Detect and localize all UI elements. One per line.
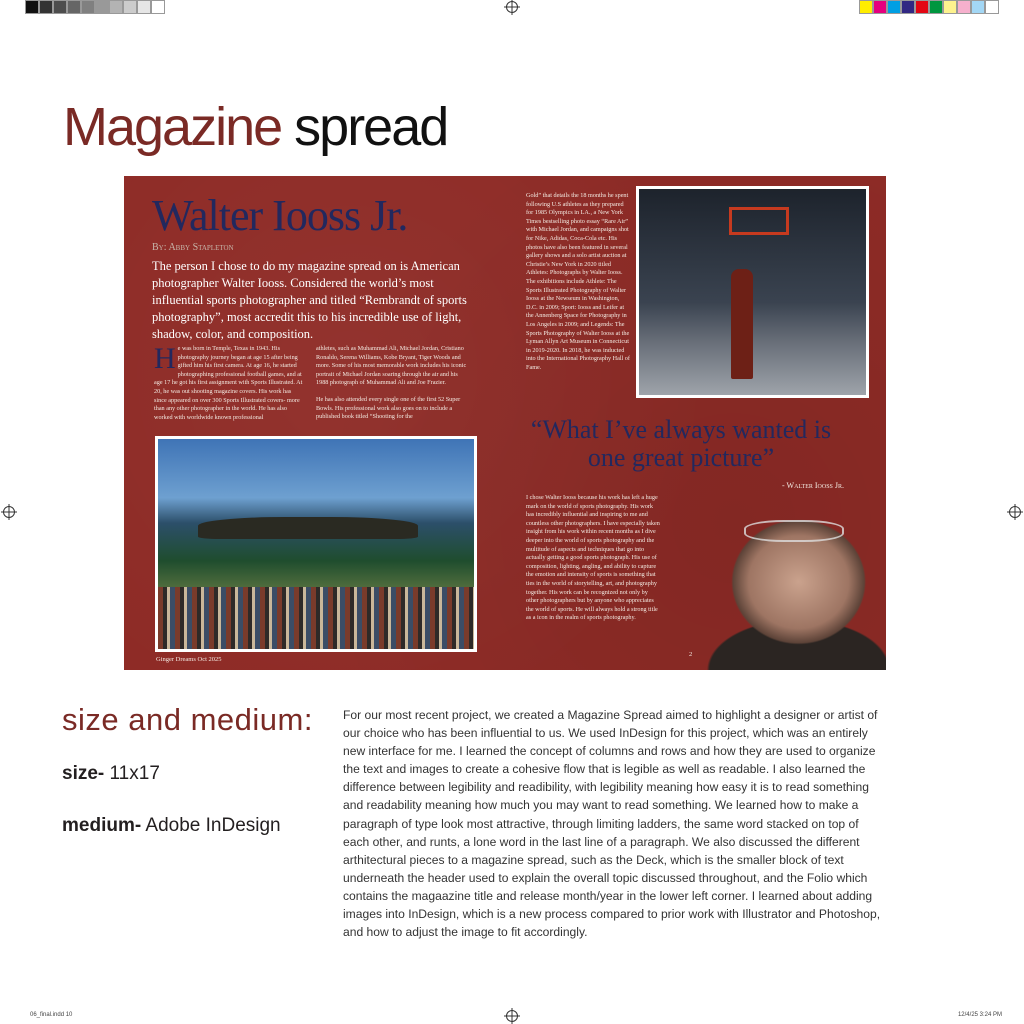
size-value: 11x17 — [104, 763, 160, 784]
byline: By: Abby Stapleton — [152, 242, 234, 253]
page-title-part1: Magazine — [63, 97, 282, 157]
magazine-spread — [124, 176, 886, 670]
article-title: Walter Iooss Jr. — [152, 191, 408, 240]
grayscale-swatch — [53, 0, 67, 14]
color-swatch — [957, 0, 971, 14]
grayscale-swatch — [109, 0, 123, 14]
grayscale-calibration-bar — [25, 0, 165, 14]
grayscale-swatch — [137, 0, 151, 14]
quote-attribution: - Walter Iooss Jr. — [782, 481, 844, 490]
grayscale-swatch — [151, 0, 165, 14]
spectator-crowd-shape — [158, 587, 474, 649]
slug-timestamp: 12/4/25 3:24 PM — [957, 1012, 1002, 1018]
drop-cap: H — [154, 342, 176, 375]
body-column-3: Gold” that details the 18 months he spent following U.S athletes as they prepared for 1985 Olympics in LA., a New York Times bestselling photo essay “Rare Air” with Michael Jordan, and campaigns shot for Nike, Adidas, Coca-Cola etc. His photos have also been featured in several gallery shows and a solo artist auction at Christie’s New York in 2020 titled Athletes: Photographs by Walter Iooss. The exhibitions include Athlete: The Sports Illustrated Photography of Walter Iooss at the Newseum in Washington, D.C. in 2009; Sport: Iooss and Leifer at the Annenberg Space for Photography in Los Angeles in 2009; and Legends: The Sports Photography of Walter Iooss at the Lyman Allyn Art Museum in Connecticut in 2019-2020. In 2018, he was inducted into the International Photography Hall of Fame. — [526, 192, 630, 371]
page-title — [63, 96, 447, 158]
page-number: 2 — [689, 651, 693, 658]
body-column-2 — [316, 345, 471, 422]
glasses-shape — [744, 520, 844, 542]
color-calibration-bar — [859, 0, 999, 14]
grayscale-swatch — [95, 0, 109, 14]
registration-mark-top — [506, 1, 518, 13]
walter-iooss-portrait — [704, 494, 886, 670]
golf-course-photo — [155, 436, 477, 652]
grayscale-swatch — [39, 0, 53, 14]
color-swatch — [929, 0, 943, 14]
grayscale-swatch — [123, 0, 137, 14]
medium-value: Adobe InDesign — [141, 815, 281, 836]
folio: Ginger Dreams Oct 2025 — [156, 656, 222, 663]
registration-mark-left — [3, 506, 15, 518]
color-swatch — [901, 0, 915, 14]
color-swatch — [873, 0, 887, 14]
medium-label: medium- — [62, 815, 142, 836]
size-spec — [62, 763, 160, 785]
color-swatch — [943, 0, 957, 14]
grayscale-swatch — [25, 0, 39, 14]
grayscale-swatch — [67, 0, 81, 14]
deck: The person I chose to do my magazine spread on is American photographer Walter Iooss. Considered the world’s most influential sports photographer and titled “Rembrandt of sports photography”, most accredit this to his incredible use of light, shadow, color, and composition. — [152, 259, 467, 341]
coastline-rocks-shape — [198, 517, 418, 539]
basketball-photo — [636, 186, 869, 398]
body-column-1-text: e was born in Temple, Texas in 1943. His photography journey began at age 15 after being gifted him his first camera. At age 16, he started photographing professional football games, and at age 17 he got his first assignment with Sports Illustrated. At 20, he was out shooting magazine covers. His work has since appeared on over 300 Sports Illustrated covers- more than any other photographer in the world. He has also worked with worldwide known professional — [154, 345, 303, 421]
size-label: size- — [62, 763, 105, 784]
body-column-4: I chose Walter Iooss because his work has left a huge mark on the world of sports photography. His work has incredibly influential and inspiring to me and countless other photographers. I have especially taken insight from his work within recent months as I dive deeper into the world of sports photography and the multitude of aspects and techniques that go into actually getting a good sports photograph. His use of composition, lighting, angling, and ability to capture the emotion and intensity of sports is something that ties in the world of storytelling, art, and photography together. His work can be recognized not only by other photographers but by anyone who appreciates the world of sports. He will always hold a strong title as a icon in the realm of sports photography. — [526, 494, 660, 622]
grayscale-swatch — [81, 0, 95, 14]
basketball-player-shape — [731, 269, 753, 379]
registration-mark-bottom — [506, 1010, 518, 1022]
pull-quote: “What I’ve always wanted is one great picture” — [530, 415, 832, 472]
medium-spec — [62, 815, 281, 837]
color-swatch — [985, 0, 999, 14]
basketball-hoop-shape — [729, 207, 789, 235]
color-swatch — [915, 0, 929, 14]
body-column-1 — [154, 342, 304, 422]
page-title-part2: spread — [294, 97, 448, 157]
body-column-2-paragraph-2: He has also attended every single one of the first 52 Super Bowls. His professional work also goes on to include a published book titled “Shooting for the — [316, 395, 461, 421]
registration-mark-right — [1009, 506, 1021, 518]
color-swatch — [887, 0, 901, 14]
slug-file-name: 06_final.indd 10 — [30, 1012, 73, 1018]
color-swatch — [859, 0, 873, 14]
color-swatch — [971, 0, 985, 14]
project-description: For our most recent project, we created a Magazine Spread aimed to highlight a designer or artist of our choice who has been influential to us. We used InDesign for this project, which was an entirely new interface for me. I learned the concept of columns and rows and how they are used to organize the text and images to create a cohesive flow that is legible as well as readable. I also learned the difference between legibility and readibility, with legibility meaning how easy it is to read something and readability meaning how much you may want to read something. We learned how to make a paragraph of type look most attractive, through limiting ladders, the same word stacked on top of each other, and runts, a lone word in the last line of a paragraph. We also discussed the different arthitectural pieces to a magazine spread, such as the Deck, which is the smaller block of text underneath the header used to explain the overall topic discussed throughout, and the Folio which contains the magaazine title and release month/year in the lower left corner. I learned about adding images into InDesign, which is a new process compared to prior work with Illustrator and Photoshop, and how to adjust the image to fit accordingly. — [343, 708, 881, 940]
body-column-2-paragraph-1: athletes, such as Muhammad Ali, Michael Jordan, Cristiano Ronaldo, Serena Williams, Kobe Bryant, Tiger Woods and more. Some of his most memorable work includes his iconic portrait of Michael Jordan soaring through the air and his 1988 photograph of Muhammad Ali and Joe Frazier. — [316, 345, 467, 387]
size-medium-heading: size and medium: — [62, 702, 313, 737]
